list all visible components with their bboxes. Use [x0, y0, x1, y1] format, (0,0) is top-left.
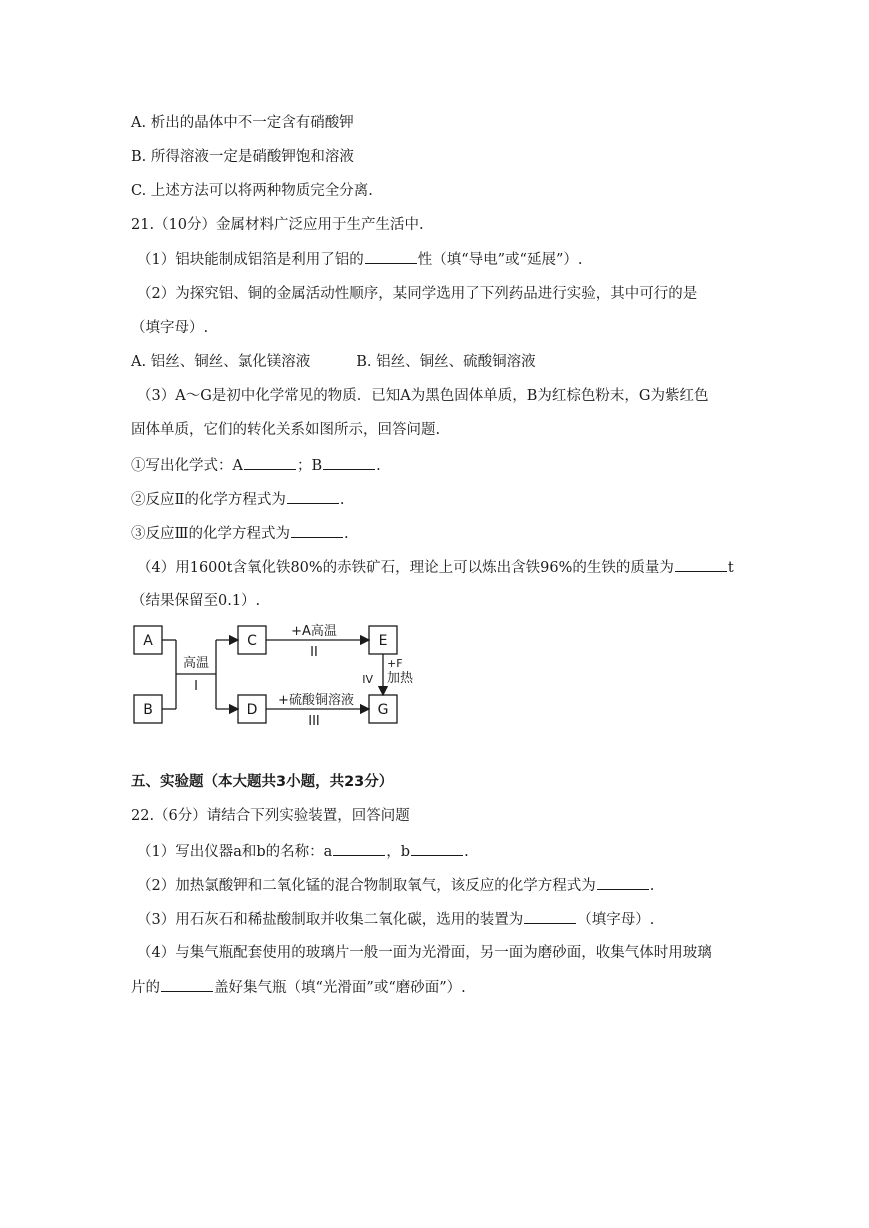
answer-blank — [365, 249, 417, 264]
answer-blank — [323, 455, 375, 470]
q22-part1 — [137, 841, 469, 862]
reaction1-condition: 高温 — [182, 656, 210, 671]
q22-part3 — [137, 909, 654, 930]
q21-part2-cont: （填字母）. — [131, 320, 209, 336]
reaction4-condition: 加热 — [387, 671, 414, 686]
q21-part1 — [137, 249, 583, 270]
q21-part3-cont: 固体单质，它们的转化关系如图所示，回答问题. — [131, 422, 441, 438]
q21-part1-text: （1）铝块能制成铝箔是利用了铝的 — [137, 252, 364, 268]
q21-part3: （3）A～G是初中化学常见的物质．已知A为黑色固体单质，B为红棕色粉末，G为紫红色 — [137, 388, 709, 404]
option-a-text: A. 析出的晶体中不一定含有硝酸钾 — [131, 115, 354, 131]
answer-blank — [333, 841, 385, 856]
q21-part4 — [137, 557, 734, 578]
q21-part4-unit: t — [727, 560, 734, 576]
answer-blank — [291, 523, 343, 538]
q22-part2-text: （2）加热氯酸钾和二氧化锰的混合物制取氧气，该反应的化学方程式为 — [137, 878, 596, 894]
reaction3-number: III — [308, 714, 320, 729]
option-b-text: B. 所得溶液一定是硝酸钾饱和溶液 — [131, 149, 354, 165]
reaction2-number: II — [310, 645, 318, 660]
q21-sub3-end: . — [343, 526, 349, 542]
reaction2-condition: +A高温 — [291, 624, 337, 639]
q22-part2-end: . — [649, 878, 655, 894]
question-22-title: 22.（6分）请结合下列实验装置，回答问题 — [131, 808, 410, 824]
label-b: B — [143, 702, 153, 718]
label-c: C — [247, 633, 257, 649]
option-c-text: C. 上述方法可以将两种物质完全分离. — [131, 183, 373, 199]
q21-options: A. 铝丝、铜丝、氯化镁溶液 B. 铝丝、铜丝、硫酸铜溶液 — [131, 354, 536, 370]
q21-sub2-end: . — [339, 492, 345, 508]
q22-part1-end: . — [464, 844, 469, 860]
label-e: E — [378, 633, 388, 649]
question-21-title: 21.（10分）金属材料广泛应用于生产生活中. — [131, 217, 424, 233]
q21-sub1-mid: ；B — [296, 458, 323, 474]
q21-sub1-text: ①写出化学式：A — [131, 458, 243, 474]
label-d: D — [246, 702, 258, 718]
q22-part2 — [137, 875, 654, 896]
reaction4-number: IV — [362, 673, 373, 686]
q22-part3-end: （填字母）. — [577, 912, 655, 928]
q21-part4-text: （4）用1600t含氧化铁80%的赤铁矿石，理论上可以炼出含铁96%的生铁的质量为 — [137, 560, 674, 576]
q22-part4-cont — [131, 977, 466, 998]
reaction-flow-diagram — [128, 620, 428, 730]
reaction1-number: I — [194, 679, 198, 694]
q21-part3-sub1 — [131, 455, 381, 476]
q22-part4-end: 盖好集气瓶（填“光滑面”或“磨砂面”）. — [214, 980, 466, 996]
q21-sub1-end: . — [376, 458, 381, 474]
q22-part1-mid: ，b — [386, 844, 411, 860]
label-a: A — [143, 633, 153, 649]
q21-sub3-text: ③反应Ⅲ的化学方程式为 — [131, 526, 290, 542]
answer-blank — [524, 909, 576, 924]
q21-part1-tail: 性（填“导电”或“延展”）. — [417, 252, 583, 268]
answer-blank — [161, 977, 213, 992]
q21-part3-sub2 — [131, 489, 344, 510]
q21-sub2-text: ②反应Ⅱ的化学方程式为 — [131, 492, 286, 508]
reaction4-reagent: +F — [387, 657, 403, 670]
q21-part3-sub3 — [131, 523, 349, 544]
answer-blank — [597, 875, 649, 890]
answer-blank — [411, 841, 463, 856]
answer-blank — [675, 557, 727, 572]
reaction3-condition: +硫酸铜溶液 — [278, 693, 354, 708]
label-g: G — [377, 702, 389, 718]
q21-part4-cont: （结果保留至0.1）. — [131, 593, 261, 609]
q21-part2: （2）为探究铝、铜的金属活动性顺序，某同学选用了下列药品进行实验，其中可行的是 — [137, 286, 698, 302]
answer-blank — [287, 489, 339, 504]
answer-blank — [244, 455, 296, 470]
q22-part3-text: （3）用石灰石和稀盐酸制取并收集二氧化碳，选用的装置为 — [137, 912, 524, 928]
q22-part1-text: （1）写出仪器a和b的名称：a — [137, 844, 333, 860]
q22-part4: （4）与集气瓶配套使用的玻璃片一般一面为光滑面，另一面为磨砂面，收集气体时用玻璃 — [137, 945, 712, 961]
q22-part4-text: 片的 — [131, 980, 160, 996]
section-5-heading: 五、实验题（本大题共3小题，共23分） — [131, 774, 394, 790]
